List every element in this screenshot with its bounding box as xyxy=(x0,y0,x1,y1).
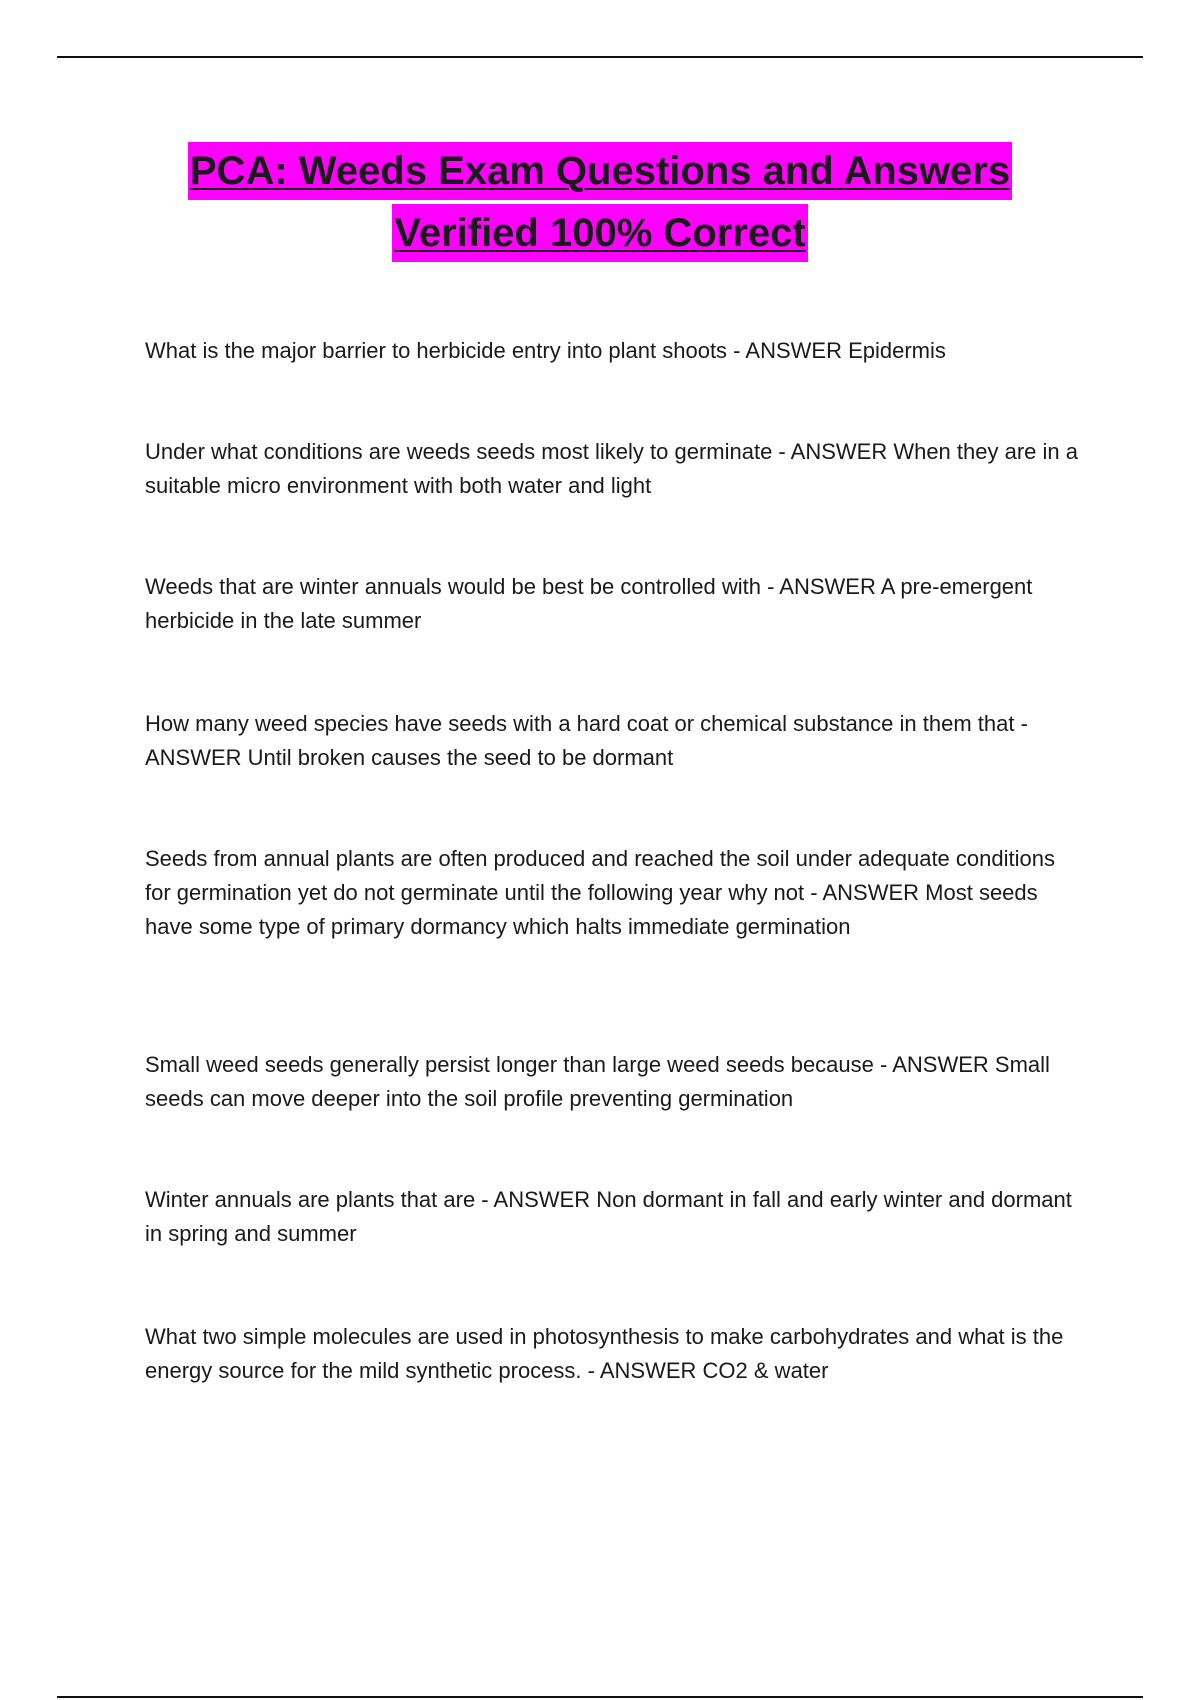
qa-item: What two simple molecules are used in photosynthesis to make carbohydrates and what is the energy source for the mild synthetic process. - ANSWER CO2 & water xyxy=(145,1324,1064,1383)
qa-item: What is the major barrier to herbicide entry into plant shoots - ANSWER Epidermis xyxy=(145,338,946,363)
document-title xyxy=(0,142,1200,266)
qa-item: Weeds that are winter annuals would be best be controlled with - ANSWER A pre-emergent herbicide in the late summer xyxy=(145,574,1033,633)
title-line-2: Verified 100% Correct xyxy=(392,204,807,262)
qa-item: Winter annuals are plants that are - ANSWER Non dormant in fall and early winter and dormant in spring and summer xyxy=(145,1187,1072,1246)
bottom-rule xyxy=(57,1696,1143,1698)
title-line-1: PCA: Weeds Exam Questions and Answers xyxy=(188,142,1012,200)
qa-item: Seeds from annual plants are often produced and reached the soil under adequate conditions for germination yet do not germinate until the following year why not - ANSWER Most seeds have some type of primary dormancy which halts immediate germination xyxy=(145,846,1055,939)
top-rule xyxy=(57,56,1143,58)
qa-item: How many weed species have seeds with a hard coat or chemical substance in them that - ANSWER Until broken causes the seed to be dormant xyxy=(145,711,1028,770)
qa-item: Small weed seeds generally persist longer than large weed seeds because - ANSWER Small seeds can move deeper into the soil profile preventing germination xyxy=(145,1052,1050,1111)
qa-item: Under what conditions are weeds seeds most likely to germinate - ANSWER When they are in a suitable micro environment with both water and light xyxy=(145,439,1078,498)
